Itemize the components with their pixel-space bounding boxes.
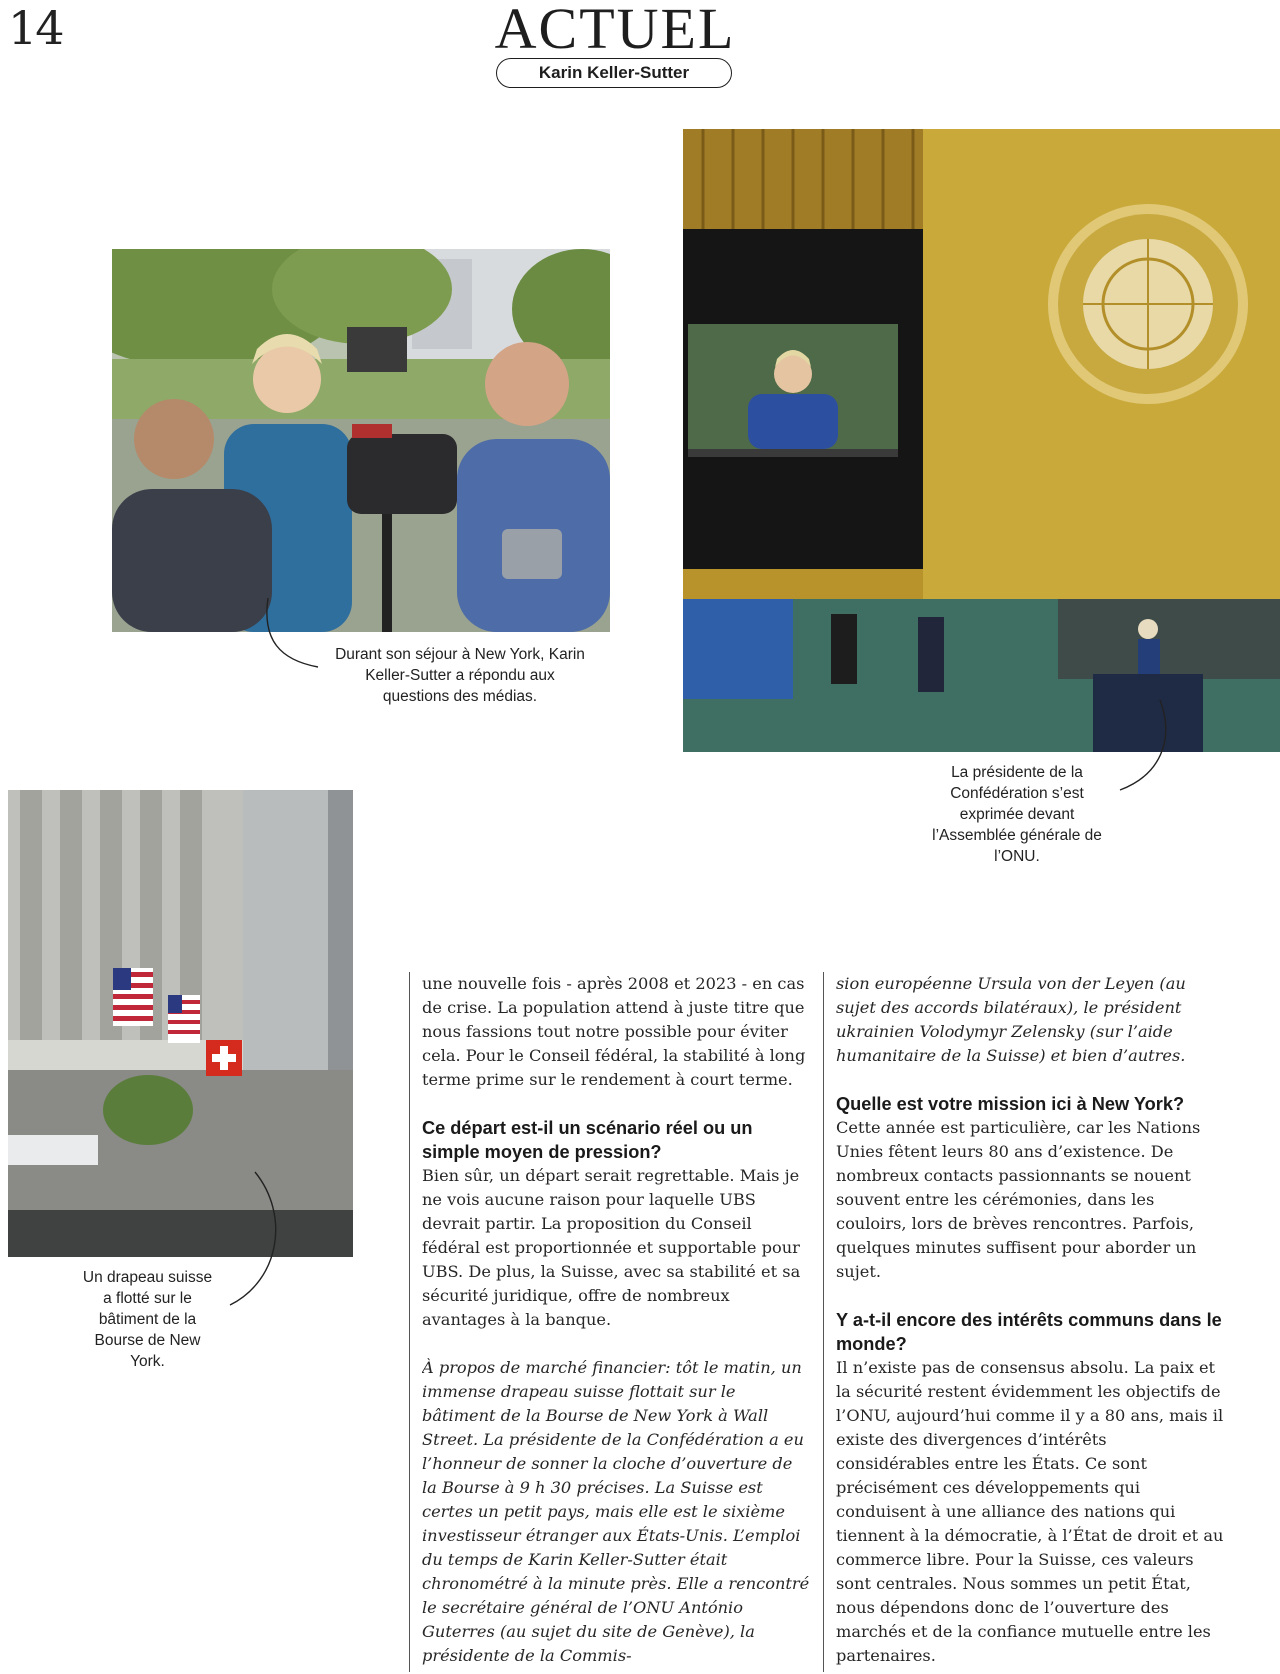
subject-pill: Karin Keller-Sutter [496, 58, 732, 88]
article-column-right [836, 972, 1224, 1672]
interview-question: Quelle est votre mission ici à New York? [836, 1094, 1185, 1114]
caption-media-interview: Durant son séjour à New York, Karin Keller-Sutter a répondu aux questions des médias. [335, 646, 585, 705]
article-column-left [422, 972, 810, 1672]
section-title: ACTUEL [494, 0, 736, 61]
interview-question: Ce départ est-il un scénario réel ou un simple moyen de pression? [422, 1118, 753, 1162]
interview-question: Y a-t-il encore des intérêts communs dans le monde? [836, 1310, 1222, 1354]
caption-un-assembly: La présidente de la Confédération s’est exprimée devant l’Assemblée générale de l’ONU. [932, 764, 1102, 865]
interview-answer: Il n’existe pas de consensus absolu. La paix et la sécurité restent évidemment les objectifs de l’ONU, aujourd’hui comme il y a 80 ans, mais il existe des divergences d’intérêts considérables entre les États. Ce sont précisément ces développements qui conduisent à une alliance des nations qui tiennent à la démocratie, à l’État de droit et au commerce libre. Pour la Suisse, ces valeurs sont centrales. Nous sommes un petit État, nous dépendons donc de l’ouverture des marchés et de la confiance mutuelle entre les partenaires. [836, 1358, 1224, 1665]
photo-un-general-assembly [683, 129, 1280, 752]
article-italic-paragraph: À propos de marché financier: tôt le matin, un immense drapeau suisse flottait sur le bâtiment de la Bourse de New York à Wall Street. La présidente de la Confédération a eu l’honneur de sonner la cloche d’ouverture de la Bourse à 9 h 30 précises. La Suisse est certes un petit pays, mais elle est le sixième investisseur étranger aux États-Unis. L’emploi du temps de Karin Keller-Sutter était chronométré à la minute près. Elle a rencontré le secrétaire général de l’ONU António Guterres (au sujet du site de Genève), la présidente de la Commis- [422, 1358, 810, 1665]
caption-nyse-flag: Un drapeau suisse a flotté sur le bâtiment de la Bourse de New York. [82, 1269, 213, 1370]
interview-answer: Cette année est particulière, car les Nations Unies fêtent leurs 80 ans d’existence. De nombreux contacts passionnants se nouent souvent entre les cérémonies, dans les couloirs, lors de brèves rencontres. Parfois, quelques minutes suffisent pour aborder un sujet. [836, 1118, 1201, 1281]
column-rule-right [823, 972, 824, 1672]
interview-answer: Bien sûr, un départ serait regrettable. Mais je ne vois aucune raison pour laquelle UBS devrait partir. La proposition du Conseil fédéral est proportionnée et supportable pour UBS. De plus, la Suisse, avec sa stabilité et sa sécurité juridique, offre de nombreux avantages à la banque. [422, 1166, 801, 1329]
column-rule-left [409, 972, 410, 1672]
photo-nyse-flags [8, 790, 353, 1257]
page-number: 14 [8, 1, 63, 55]
photo-media-interview [112, 249, 610, 632]
article-paragraph: une nouvelle fois - après 2008 et 2023 - en cas de crise. La population attend à juste titre que nous fassions tout notre possible pour éviter cela. Pour le Conseil fédéral, la stabilité à long terme prime sur le rendement à court terme. [422, 974, 806, 1089]
article-italic-paragraph-continued: sion européenne Ursula von der Leyen (au sujet des accords bilatéraux), le président ukrainien Volodymyr Zelensky (sur l’aide humanitaire de la Suisse) et bien d’autres. [836, 974, 1186, 1065]
